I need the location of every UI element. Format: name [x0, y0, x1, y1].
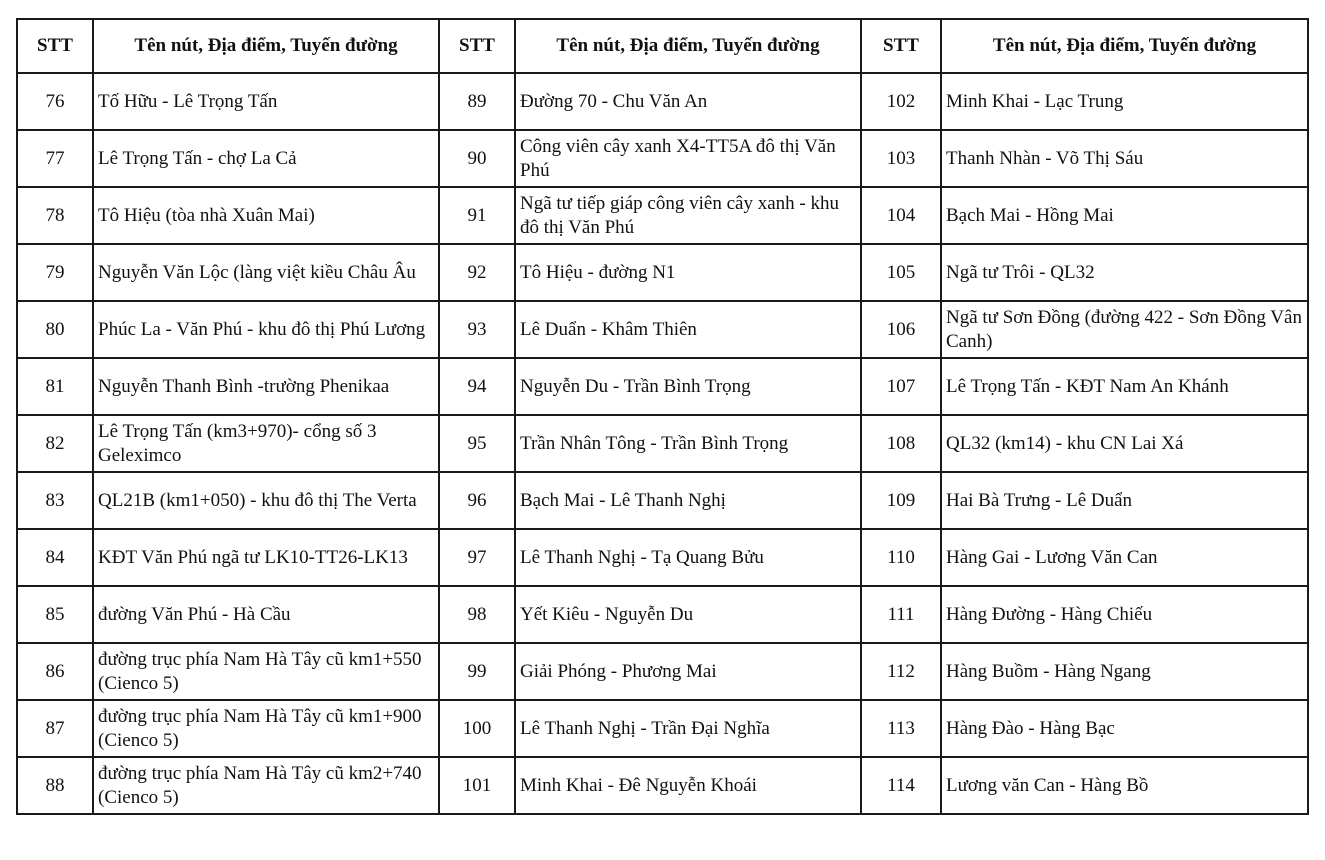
cell-stt-3: 109	[861, 472, 941, 529]
table-row	[17, 643, 1308, 700]
cell-location-3: Thanh Nhàn - Võ Thị Sáu	[941, 130, 1308, 187]
cell-stt-2: 94	[439, 358, 515, 415]
header-location-1: Tên nút, Địa điểm, Tuyến đường	[93, 19, 439, 73]
cell-stt-3: 107	[861, 358, 941, 415]
table-row	[17, 472, 1308, 529]
cell-location-1: Nguyễn Thanh Bình -trường Phenikaa	[93, 358, 439, 415]
table-row	[17, 700, 1308, 757]
cell-stt-1: 80	[17, 301, 93, 358]
cell-stt-1: 85	[17, 586, 93, 643]
cell-location-3: Minh Khai - Lạc Trung	[941, 73, 1308, 130]
cell-location-1: đường Văn Phú - Hà Cầu	[93, 586, 439, 643]
cell-location-2: Yết Kiêu - Nguyễn Du	[515, 586, 861, 643]
cell-location-3: Bạch Mai - Hồng Mai	[941, 187, 1308, 244]
cell-location-2: Tô Hiệu - đường N1	[515, 244, 861, 301]
table-row	[17, 130, 1308, 187]
cell-stt-3: 102	[861, 73, 941, 130]
cell-location-2: Ngã tư tiếp giáp công viên cây xanh - khu đô thị Văn Phú	[515, 187, 861, 244]
cell-stt-2: 100	[439, 700, 515, 757]
table-row	[17, 358, 1308, 415]
cell-stt-2: 90	[439, 130, 515, 187]
cell-stt-2: 89	[439, 73, 515, 130]
cell-location-3: Hàng Buồm - Hàng Ngang	[941, 643, 1308, 700]
cell-location-3: Ngã tư Trôi - QL32	[941, 244, 1308, 301]
cell-location-2: Nguyễn Du - Trần Bình Trọng	[515, 358, 861, 415]
cell-stt-1: 77	[17, 130, 93, 187]
cell-location-3: Hàng Gai - Lương Văn Can	[941, 529, 1308, 586]
header-row	[17, 19, 1308, 73]
table-row	[17, 415, 1308, 472]
header-location-3: Tên nút, Địa điểm, Tuyến đường	[941, 19, 1308, 73]
cell-stt-1: 88	[17, 757, 93, 814]
cell-location-1: KĐT Văn Phú ngã tư LK10-TT26-LK13	[93, 529, 439, 586]
cell-location-3: QL32 (km14) - khu CN Lai Xá	[941, 415, 1308, 472]
cell-stt-3: 105	[861, 244, 941, 301]
cell-stt-3: 110	[861, 529, 941, 586]
cell-stt-3: 113	[861, 700, 941, 757]
cell-location-2: Trần Nhân Tông - Trần Bình Trọng	[515, 415, 861, 472]
cell-location-2: Giải Phóng - Phương Mai	[515, 643, 861, 700]
cell-location-2: Lê Duẩn - Khâm Thiên	[515, 301, 861, 358]
cell-location-1: đường trục phía Nam Hà Tây cũ km1+550 (Cienco 5)	[93, 643, 439, 700]
cell-location-3: Ngã tư Sơn Đồng (đường 422 - Sơn Đồng Vân Canh)	[941, 301, 1308, 358]
cell-location-1: Tố Hữu - Lê Trọng Tấn	[93, 73, 439, 130]
cell-stt-1: 78	[17, 187, 93, 244]
junction-list-table	[16, 18, 1309, 815]
cell-location-2: Công viên cây xanh X4-TT5A đô thị Văn Phú	[515, 130, 861, 187]
cell-location-2: Lê Thanh Nghị - Tạ Quang Bửu	[515, 529, 861, 586]
table-header	[17, 19, 1308, 73]
cell-location-1: đường trục phía Nam Hà Tây cũ km2+740 (Cienco 5)	[93, 757, 439, 814]
cell-stt-1: 83	[17, 472, 93, 529]
header-stt-1: STT	[17, 19, 93, 73]
cell-stt-3: 106	[861, 301, 941, 358]
cell-stt-2: 99	[439, 643, 515, 700]
cell-stt-2: 92	[439, 244, 515, 301]
table-row	[17, 187, 1308, 244]
cell-stt-1: 76	[17, 73, 93, 130]
cell-stt-2: 96	[439, 472, 515, 529]
table-row	[17, 586, 1308, 643]
cell-location-3: Hai Bà Trưng - Lê Duẩn	[941, 472, 1308, 529]
cell-stt-3: 114	[861, 757, 941, 814]
cell-stt-3: 111	[861, 586, 941, 643]
cell-location-1: Tô Hiệu (tòa nhà Xuân Mai)	[93, 187, 439, 244]
cell-location-2: Minh Khai - Đê Nguyễn Khoái	[515, 757, 861, 814]
table-row	[17, 757, 1308, 814]
cell-stt-1: 86	[17, 643, 93, 700]
cell-location-1: QL21B (km1+050) - khu đô thị The Verta	[93, 472, 439, 529]
cell-location-1: đường trục phía Nam Hà Tây cũ km1+900 (Cienco 5)	[93, 700, 439, 757]
table-row	[17, 301, 1308, 358]
cell-location-1: Phúc La - Văn Phú - khu đô thị Phú Lương	[93, 301, 439, 358]
cell-stt-2: 98	[439, 586, 515, 643]
table-row	[17, 244, 1308, 301]
cell-stt-3: 108	[861, 415, 941, 472]
table-body	[17, 73, 1308, 814]
cell-location-2: Bạch Mai - Lê Thanh Nghị	[515, 472, 861, 529]
cell-location-3: Lương văn Can - Hàng Bồ	[941, 757, 1308, 814]
cell-stt-1: 87	[17, 700, 93, 757]
cell-stt-1: 79	[17, 244, 93, 301]
cell-location-3: Hàng Đường - Hàng Chiếu	[941, 586, 1308, 643]
cell-location-2: Lê Thanh Nghị - Trần Đại Nghĩa	[515, 700, 861, 757]
cell-location-1: Nguyễn Văn Lộc (làng việt kiều Châu Âu	[93, 244, 439, 301]
table-row	[17, 529, 1308, 586]
cell-location-2: Đường 70 - Chu Văn An	[515, 73, 861, 130]
header-stt-2: STT	[439, 19, 515, 73]
header-stt-3: STT	[861, 19, 941, 73]
cell-stt-2: 101	[439, 757, 515, 814]
table-row	[17, 73, 1308, 130]
cell-location-3: Lê Trọng Tấn - KĐT Nam An Khánh	[941, 358, 1308, 415]
cell-stt-2: 97	[439, 529, 515, 586]
cell-stt-1: 84	[17, 529, 93, 586]
cell-stt-1: 81	[17, 358, 93, 415]
cell-stt-2: 93	[439, 301, 515, 358]
cell-stt-3: 103	[861, 130, 941, 187]
cell-stt-2: 95	[439, 415, 515, 472]
cell-stt-3: 104	[861, 187, 941, 244]
cell-stt-2: 91	[439, 187, 515, 244]
cell-location-3: Hàng Đào - Hàng Bạc	[941, 700, 1308, 757]
cell-location-1: Lê Trọng Tấn - chợ La Cả	[93, 130, 439, 187]
cell-location-1: Lê Trọng Tấn (km3+970)- cổng số 3 Geleximco	[93, 415, 439, 472]
header-location-2: Tên nút, Địa điểm, Tuyến đường	[515, 19, 861, 73]
cell-stt-3: 112	[861, 643, 941, 700]
cell-stt-1: 82	[17, 415, 93, 472]
